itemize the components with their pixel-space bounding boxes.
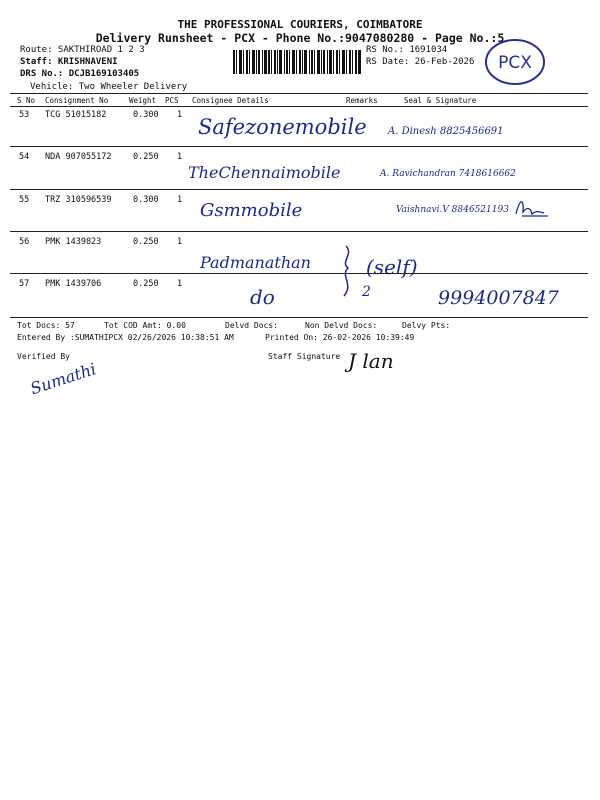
row-54-seal-signature bbox=[378, 148, 528, 188]
row-55-consignee-handwriting bbox=[198, 194, 338, 224]
row-54-consignee-handwriting bbox=[186, 152, 346, 186]
col-consignee: Consignee Details bbox=[192, 96, 269, 105]
staff-signature bbox=[346, 344, 442, 376]
row-56-pcs: 1 bbox=[177, 237, 183, 247]
row-54-weight: 0.250 bbox=[133, 152, 159, 162]
row-55-weight: 0.300 bbox=[133, 195, 159, 205]
row-57-remarks-handwriting bbox=[358, 280, 382, 302]
svg-text:2: 2 bbox=[362, 284, 371, 300]
svg-text:do: do bbox=[250, 285, 275, 309]
svg-text:Safezonemobile: Safezonemobile bbox=[198, 115, 367, 139]
row-55-extra-signature bbox=[512, 194, 552, 224]
vehicle-field: Vehicle: Two Wheeler Delivery bbox=[30, 82, 188, 92]
svg-text:(self): (self) bbox=[366, 255, 418, 279]
table-bottom-rule bbox=[10, 317, 588, 318]
col-consignment: Consignment No bbox=[45, 96, 109, 105]
row-53-weight: 0.300 bbox=[133, 110, 159, 120]
rs-number-field: RS No.: 1691034 bbox=[366, 45, 448, 55]
table-top-rule bbox=[10, 93, 588, 94]
row-54-pcs: 1 bbox=[177, 152, 183, 162]
company-title: THE PROFESSIONAL COURIERS, COIMBATORE bbox=[177, 18, 423, 31]
svg-text:9994007847: 9994007847 bbox=[438, 287, 559, 309]
svg-text:A. Dinesh 8825456691: A. Dinesh 8825456691 bbox=[388, 126, 504, 137]
row-53-sno: 53 bbox=[19, 110, 30, 120]
rs-date-field: RS Date: 26-Feb-2026 bbox=[366, 57, 475, 67]
total-cod-amount: Tot COD Amt: 0.00 bbox=[104, 321, 186, 330]
row-55-seal-signature bbox=[394, 194, 509, 234]
pcx-stamp bbox=[484, 38, 546, 86]
verified-by-label: Verified By bbox=[17, 352, 70, 361]
runsheet-subtitle: Delivery Runsheet - PCX - Phone No.:9047080280 - Page No.:5 bbox=[95, 31, 505, 45]
non-delivered-docs: Non Delvd Docs: bbox=[305, 321, 378, 330]
row-54-consignment: NDA 907055172 bbox=[45, 152, 112, 162]
table-header-rule bbox=[10, 106, 588, 107]
col-remarks: Remarks bbox=[346, 96, 378, 105]
row-53-divider bbox=[10, 146, 588, 147]
svg-text:Sumathi: Sumathi bbox=[27, 359, 99, 399]
row-55-consignment: TRZ 310596539 bbox=[45, 195, 112, 205]
row-55-divider bbox=[10, 231, 588, 232]
row-53-pcs: 1 bbox=[177, 110, 183, 120]
staff-signature-label: Staff Signature bbox=[268, 352, 341, 361]
svg-text:Gsmmobile: Gsmmobile bbox=[200, 200, 303, 221]
row-57-pcs: 1 bbox=[177, 279, 183, 289]
row-56-remarks-handwriting bbox=[338, 240, 438, 310]
svg-text:J lan: J lan bbox=[348, 349, 394, 373]
col-seal-signature: Seal & Signature bbox=[404, 96, 477, 105]
printed-on: Printed On: 26-02-2026 10:39:49 bbox=[265, 333, 415, 342]
row-54-sno: 54 bbox=[19, 152, 30, 162]
row-54-divider bbox=[10, 189, 588, 190]
svg-text:Vaishnavi.V 8846521193: Vaishnavi.V 8846521193 bbox=[396, 205, 509, 215]
svg-text:TheChennaimobile: TheChennaimobile bbox=[188, 163, 341, 182]
col-pcs: PCS bbox=[165, 96, 179, 105]
row-57-sno: 57 bbox=[19, 279, 30, 289]
verifier-signature bbox=[28, 342, 108, 402]
row-56-sno: 56 bbox=[19, 237, 30, 247]
row-56-divider bbox=[10, 273, 588, 274]
row-55-pcs: 1 bbox=[177, 195, 183, 205]
row-55-sno: 55 bbox=[19, 195, 30, 205]
row-57-weight: 0.250 bbox=[133, 279, 159, 289]
svg-text:A. Ravichandran 7418616662: A. Ravichandran 7418616662 bbox=[380, 169, 516, 179]
staff-field: Staff: KRISHNAVENI bbox=[20, 57, 118, 67]
delivered-docs: Delvd Docs: bbox=[225, 321, 278, 330]
stamp-text: PCX bbox=[498, 53, 532, 73]
route-field: Route: SAKTHIROAD 1 2 3 bbox=[20, 45, 145, 55]
row-57-consignment: PMK 1439706 bbox=[45, 279, 102, 289]
row-57-consignee-handwriting bbox=[248, 282, 308, 312]
delivery-points: Delvy Pts: bbox=[402, 321, 451, 330]
row-56-weight: 0.250 bbox=[133, 237, 159, 247]
row-56-consignment: PMK 1439823 bbox=[45, 237, 102, 247]
row-57-seal-signature bbox=[436, 280, 588, 310]
col-sno: S No bbox=[17, 96, 36, 105]
row-53-consignment: TCG 51015182 bbox=[45, 110, 107, 120]
svg-text:Padmanathan: Padmanathan bbox=[200, 253, 311, 272]
col-weight: Weight bbox=[129, 96, 157, 105]
drs-number-field: DRS No.: DCJB169103405 bbox=[20, 69, 140, 79]
row-53-consignee-handwriting bbox=[196, 110, 367, 140]
row-53-seal-signature bbox=[386, 110, 506, 140]
barcode-image bbox=[233, 50, 361, 74]
total-docs: Tot Docs: 57 bbox=[17, 321, 75, 330]
entered-by: Entered By :SUMATHIPCX 02/26/2026 10:38:51 AM bbox=[17, 333, 234, 342]
